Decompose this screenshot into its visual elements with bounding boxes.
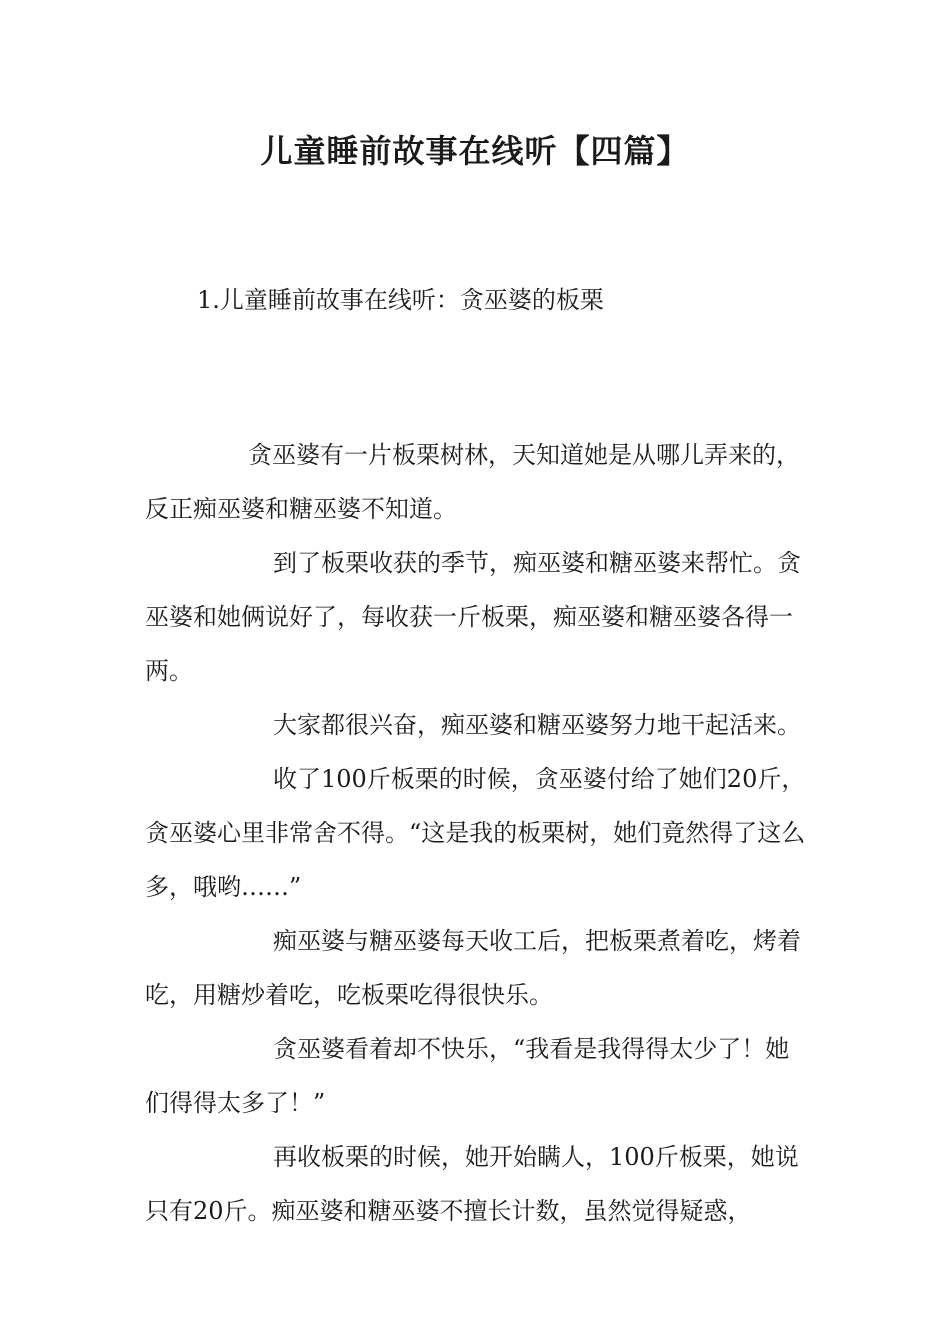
paragraph-6: 贪巫婆看着却不快乐，“我看是我得得太少了！她们得得太多了！” xyxy=(145,1035,790,1117)
paragraph-2: 到了板栗收获的季节，痴巫婆和糖巫婆来帮忙。贪巫婆和她俩说好了，每收获一斤板栗，痴巫婆和糖巫婆各得一两。 xyxy=(145,549,801,685)
story-body xyxy=(145,428,810,1238)
paragraph-4: 收了100斤板栗的时候，贪巫婆付给了她们20斤，贪巫婆心里非常舍不得。“这是我的板栗树，她们竟然得了这么多，哦哟……” xyxy=(145,765,806,901)
paragraph-5: 痴巫婆与糖巫婆每天收工后，把板栗煮着吃，烤着吃，用糖炒着吃，吃板栗吃得很快乐。 xyxy=(145,927,801,1009)
section-heading: 1.儿童睡前故事在线听：贪巫婆的板栗 xyxy=(197,286,604,314)
paragraph-7: 再收板栗的时候，她开始瞒人，100斤板栗，她说只有20斤。痴巫婆和糖巫婆不擅长计数，虽然觉得疑惑， xyxy=(145,1143,799,1225)
paragraph-3: 大家都很兴奋，痴巫婆和糖巫婆努力地干起活来。 xyxy=(273,711,801,739)
paragraph-1: 贪巫婆有一片板栗树林，天知道她是从哪儿弄来的，反正痴巫婆和糖巫婆不知道。 xyxy=(145,441,800,523)
document-title: 儿童睡前故事在线听【四篇】 xyxy=(260,132,690,170)
